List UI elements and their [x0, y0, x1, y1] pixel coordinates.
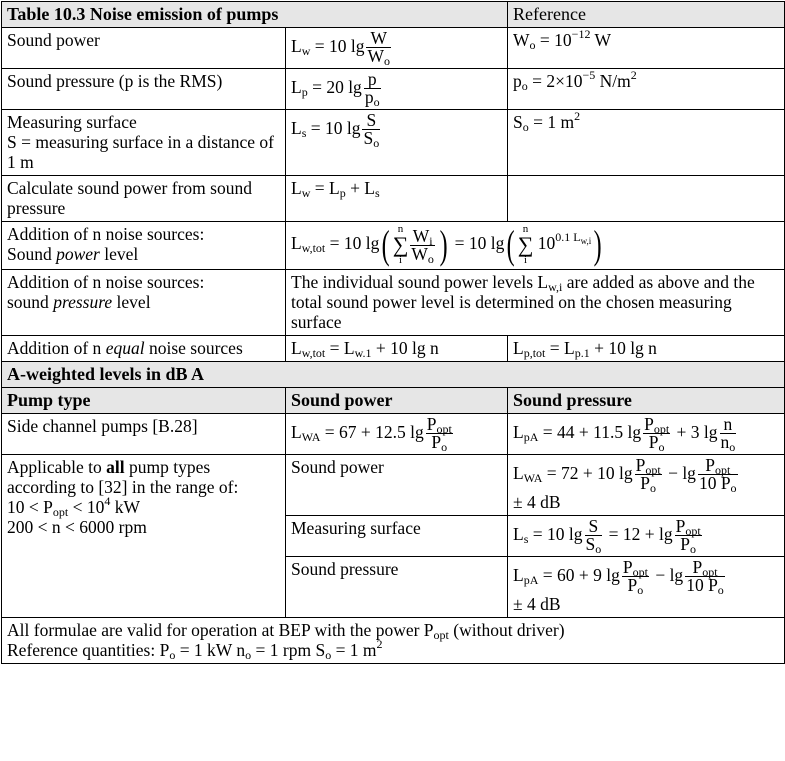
sub-label: Measuring surface	[286, 516, 508, 557]
column-header-row	[2, 388, 785, 414]
table-row	[2, 176, 785, 222]
row-label: Addition of n noise sources: sound pressure level	[2, 270, 286, 336]
row-label: Calculate sound power from sound pressure	[2, 176, 286, 222]
sub-label: Sound power	[286, 455, 508, 516]
formula: $L_{w,tot} = 10$ lg( n ∑ i $\frac{W_i}{W_o}$ ) = 10 lg( n ∑ i $10^{0.1 L_{w,i}}$)	[286, 222, 785, 270]
column-header: Sound power	[286, 388, 508, 414]
formula: $L_w = L_p + L_s$	[286, 176, 508, 222]
formula: $L_p = 20$ lg $\frac{p}{p_o}$	[286, 69, 508, 110]
row-label: Addition of n equal noise sources	[2, 336, 286, 362]
formula: $L_s = 10$ lg $\frac{S}{S_o}$	[286, 110, 508, 176]
table-title: Table 10.3 Noise emission of pumps	[2, 2, 508, 28]
section-title: A-weighted levels in dB A	[2, 362, 785, 388]
description: The individual sound power levels $L_{w,i}$ are added as above and the total sound power level is determined on the chosen measuring surface	[286, 270, 785, 336]
formula: $L_{WA} = 67 + 12.5$ lg $\frac{P_{opt}}{P_o}$	[286, 414, 508, 455]
formula: $L_s = 10$ lg $\frac{S}{S_o}$ = 12 + lg $\frac{P_{opt}}{P_o}$	[508, 516, 785, 557]
formula: $L_{pA} = 44 + 11.5$ lg $\frac{P_{opt}}{P_o}$ + 3 lg $\frac{n}{n_o}$	[508, 414, 785, 455]
column-header: Sound pressure	[508, 388, 785, 414]
formula: $L_w = 10$ lg $\frac{W}{W_o}$	[286, 28, 508, 69]
table-row	[2, 222, 785, 270]
row-label: Addition of n noise sources: Sound power level	[2, 222, 286, 270]
formula: $L_{p,tot} = L_{p.1} + 10$ lg n	[508, 336, 785, 362]
noise-emission-table	[1, 1, 785, 664]
table-row	[2, 110, 785, 176]
formula: $L_{WA} = 72 + 10$ lg $\frac{P_{opt}}{P_o}$ − lg $\frac{P_{opt}}{10 P_o}$ ± 4 dB	[508, 455, 785, 516]
section-header-row	[2, 362, 785, 388]
table-row	[2, 69, 785, 110]
reference-value: $p_o = 2\times 10^{-5}$ $N/m^2$	[508, 69, 785, 110]
table-row	[2, 336, 785, 362]
table-row	[2, 455, 785, 516]
footer-row	[2, 618, 785, 664]
formula: $L_{pA} = 60 + 9$ lg $\frac{P_{opt}}{P_o}$ − lg $\frac{P_{opt}}{10 P_o}$ ± 4 dB	[508, 557, 785, 618]
column-header: Pump type	[2, 388, 286, 414]
reference-value	[508, 176, 785, 222]
sub-label: Sound pressure	[286, 557, 508, 618]
row-label: Applicable to all pump types according to [32] in the range of: $10 < P_{opt} < 10^4$ kW 200 < n < 6000 rpm	[2, 455, 286, 618]
reference-value: $S_o = 1$ $m^2$	[508, 110, 785, 176]
row-label: Measuring surface S = measuring surface in a distance of 1 m	[2, 110, 286, 176]
footer-note: All formulae are valid for operation at BEP with the power $P_{opt}$ (without driver) Reference quantities: $P_o = 1$ kW $n_o = 1$ rpm $S_o = 1$ $m^2$	[2, 618, 785, 664]
row-label: Side channel pumps [B.28]	[2, 414, 286, 455]
formula: $L_{w,tot} = L_{w.1} + 10$ lg n	[286, 336, 508, 362]
reference-header: Reference	[508, 2, 785, 28]
row-label: Sound power	[2, 28, 286, 69]
reference-value: $W_o = 10^{-12}$ W	[508, 28, 785, 69]
table-header-row	[2, 2, 785, 28]
table-row	[2, 28, 785, 69]
table-row	[2, 270, 785, 336]
row-label: Sound pressure (p is the RMS)	[2, 69, 286, 110]
table-row	[2, 414, 785, 455]
